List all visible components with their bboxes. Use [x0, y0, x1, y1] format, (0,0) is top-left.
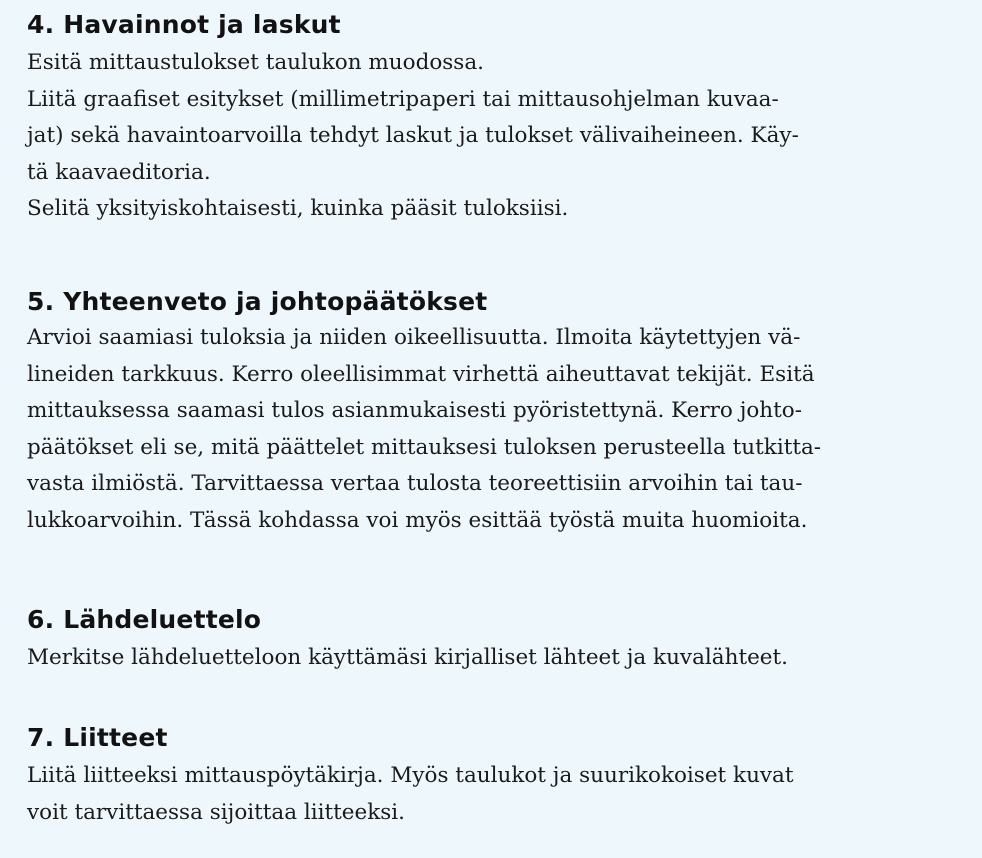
section-yhteenveto-ja-johtopaatokset — [27, 285, 821, 539]
section-liitteet — [27, 721, 794, 831]
text-line: Liitä graafiset esitykset (millimetripaperi tai mittausohjelman kuvaa- — [27, 86, 779, 112]
section-heading: 7. Liitteet — [27, 723, 168, 752]
section-paragraph — [27, 45, 799, 228]
text-line: jat) sekä havaintoarvoilla tehdyt laskut ja tulokset välivaiheineen. Käy- — [27, 123, 799, 148]
section-heading: 5. Yhteenveto ja johtopäätökset — [27, 287, 488, 316]
text-line: voit tarvittaessa sijoittaa liitteeksi. — [27, 799, 406, 825]
section-paragraph — [27, 320, 821, 539]
text-line: vasta ilmiöstä. Tarvittaessa vertaa tulosta teoreettisiin arvoihin tai tau- — [27, 471, 803, 496]
text-line: Esitä mittaustulokset taulukon muodossa. — [27, 50, 484, 75]
text-line: mittauksessa saamasi tulos asianmukaisesti pyöristettynä. Kerro johto- — [27, 398, 803, 423]
section-havainnot-ja-laskut — [27, 8, 799, 228]
text-line: Selitä yksityiskohtaisesti, kuinka pääsit tuloksiisi. — [27, 196, 569, 221]
text-line: lineiden tarkkuus. Kerro oleellisimmat virhettä aiheuttavat tekijät. Esitä — [27, 361, 815, 387]
text-line: päätökset eli se, mitä päättelet mittauksesi tuloksen perusteella tutkitta- — [27, 434, 822, 460]
section-paragraph — [27, 758, 794, 831]
section-lahdeluettelo — [27, 603, 788, 677]
text-line: lukkoarvoihin. Tässä kohdassa voi myös esittää työstä muita huomioita. — [27, 507, 808, 533]
section-paragraph — [27, 640, 788, 677]
section-heading: 6. Lähdeluettelo — [27, 605, 262, 634]
section-heading: 4. Havainnot ja laskut — [27, 10, 341, 39]
text-line: Arvioi saamiasi tuloksia ja niiden oikeellisuutta. Ilmoita käytettyjen vä- — [27, 325, 801, 350]
text-line: Liitä liitteeksi mittauspöytäkirja. Myös taulukot ja suurikokoiset kuvat — [27, 763, 794, 788]
text-line: tä kaavaeditoria. — [27, 159, 211, 185]
text-line: Merkitse lähdeluetteloon käyttämäsi kirjalliset lähteet ja kuvalähteet. — [27, 645, 789, 670]
